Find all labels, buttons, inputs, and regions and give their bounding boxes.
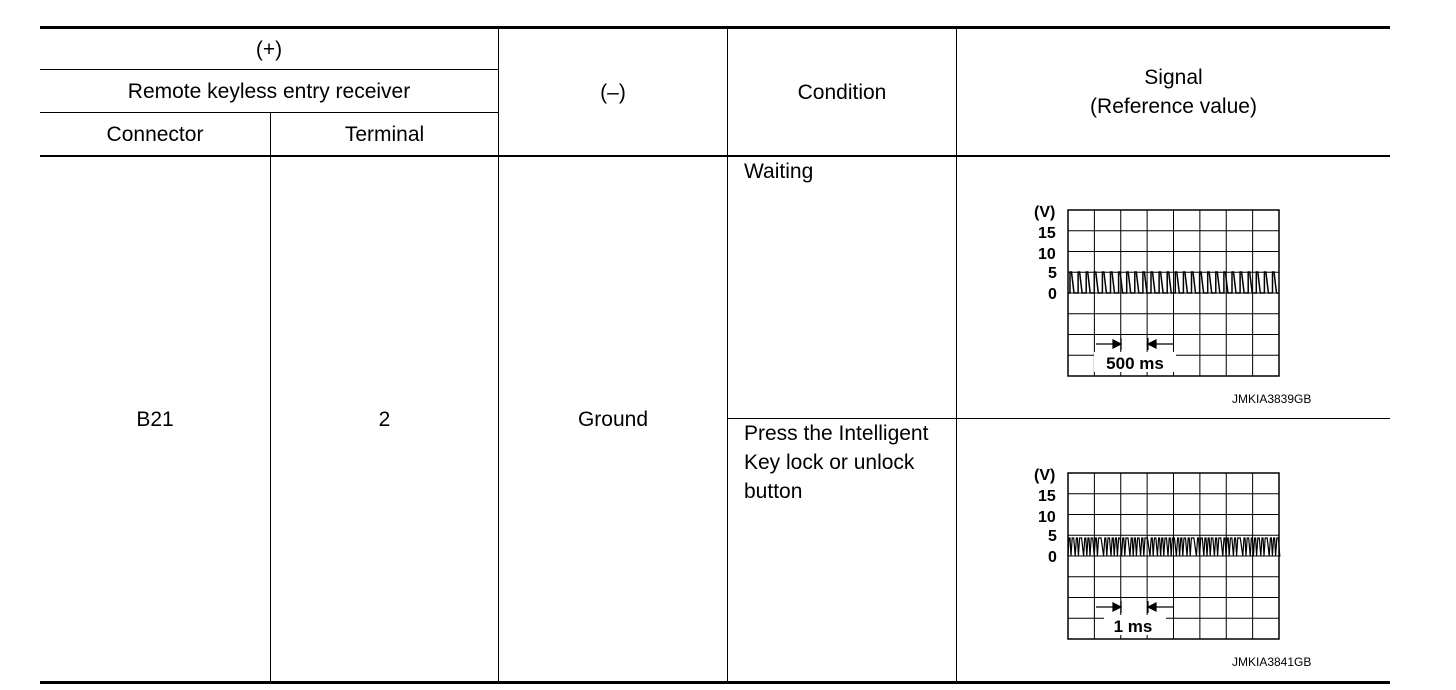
condition-line: button [744, 480, 803, 503]
cell-terminal-value: 2 [378, 407, 391, 431]
bottom-rule [40, 681, 1390, 684]
scope-tick-5: 5 [1048, 265, 1057, 282]
cell-minus-value: Ground [577, 407, 649, 431]
cell-connector-value: B21 [136, 407, 174, 431]
condition-line: Key lock or unlock [744, 451, 915, 474]
scope-tick-15: 15 [1038, 225, 1056, 242]
condition-line: Press the Intelligent [744, 422, 929, 445]
oscilloscope-waiting [1030, 198, 1290, 388]
scope-ref-code: JMKIA3839GB [1232, 392, 1312, 406]
header-terminal: Terminal [344, 122, 425, 146]
scope-tick-5: 5 [1048, 528, 1057, 545]
header-signal-line1: Signal [1144, 66, 1203, 89]
header-receiver: Remote keyless entry receiver [127, 79, 411, 103]
oscilloscope-press-key [1030, 461, 1290, 651]
scope-grid [1068, 473, 1279, 639]
scope-time-label: 1 ms [1113, 617, 1153, 636]
scope-time-label: 500 ms [1106, 354, 1164, 373]
header-minus: (–) [600, 80, 626, 104]
header-condition: Condition [797, 80, 887, 104]
header-connector: Connector [106, 122, 204, 146]
time-span-marker [1096, 338, 1174, 350]
header-plus: (+) [255, 37, 283, 61]
scope-tick-10: 10 [1038, 509, 1056, 526]
scope-unit-label: (V) [1034, 204, 1056, 221]
scope-unit-label: (V) [1034, 467, 1056, 484]
scope-tick-15: 15 [1038, 488, 1056, 505]
scope-ref-code: JMKIA3841GB [1232, 655, 1312, 669]
condition-waiting [744, 157, 949, 418]
header-signal-line2: (Reference value) [1090, 95, 1257, 118]
scope-tick-0: 0 [1048, 286, 1057, 303]
condition-press-key [744, 419, 954, 681]
condition-line: Waiting [744, 160, 814, 183]
header-signal [957, 29, 1390, 155]
scope-tick-10: 10 [1038, 246, 1056, 263]
time-span-marker [1096, 601, 1174, 613]
scope-tick-0: 0 [1048, 549, 1057, 566]
